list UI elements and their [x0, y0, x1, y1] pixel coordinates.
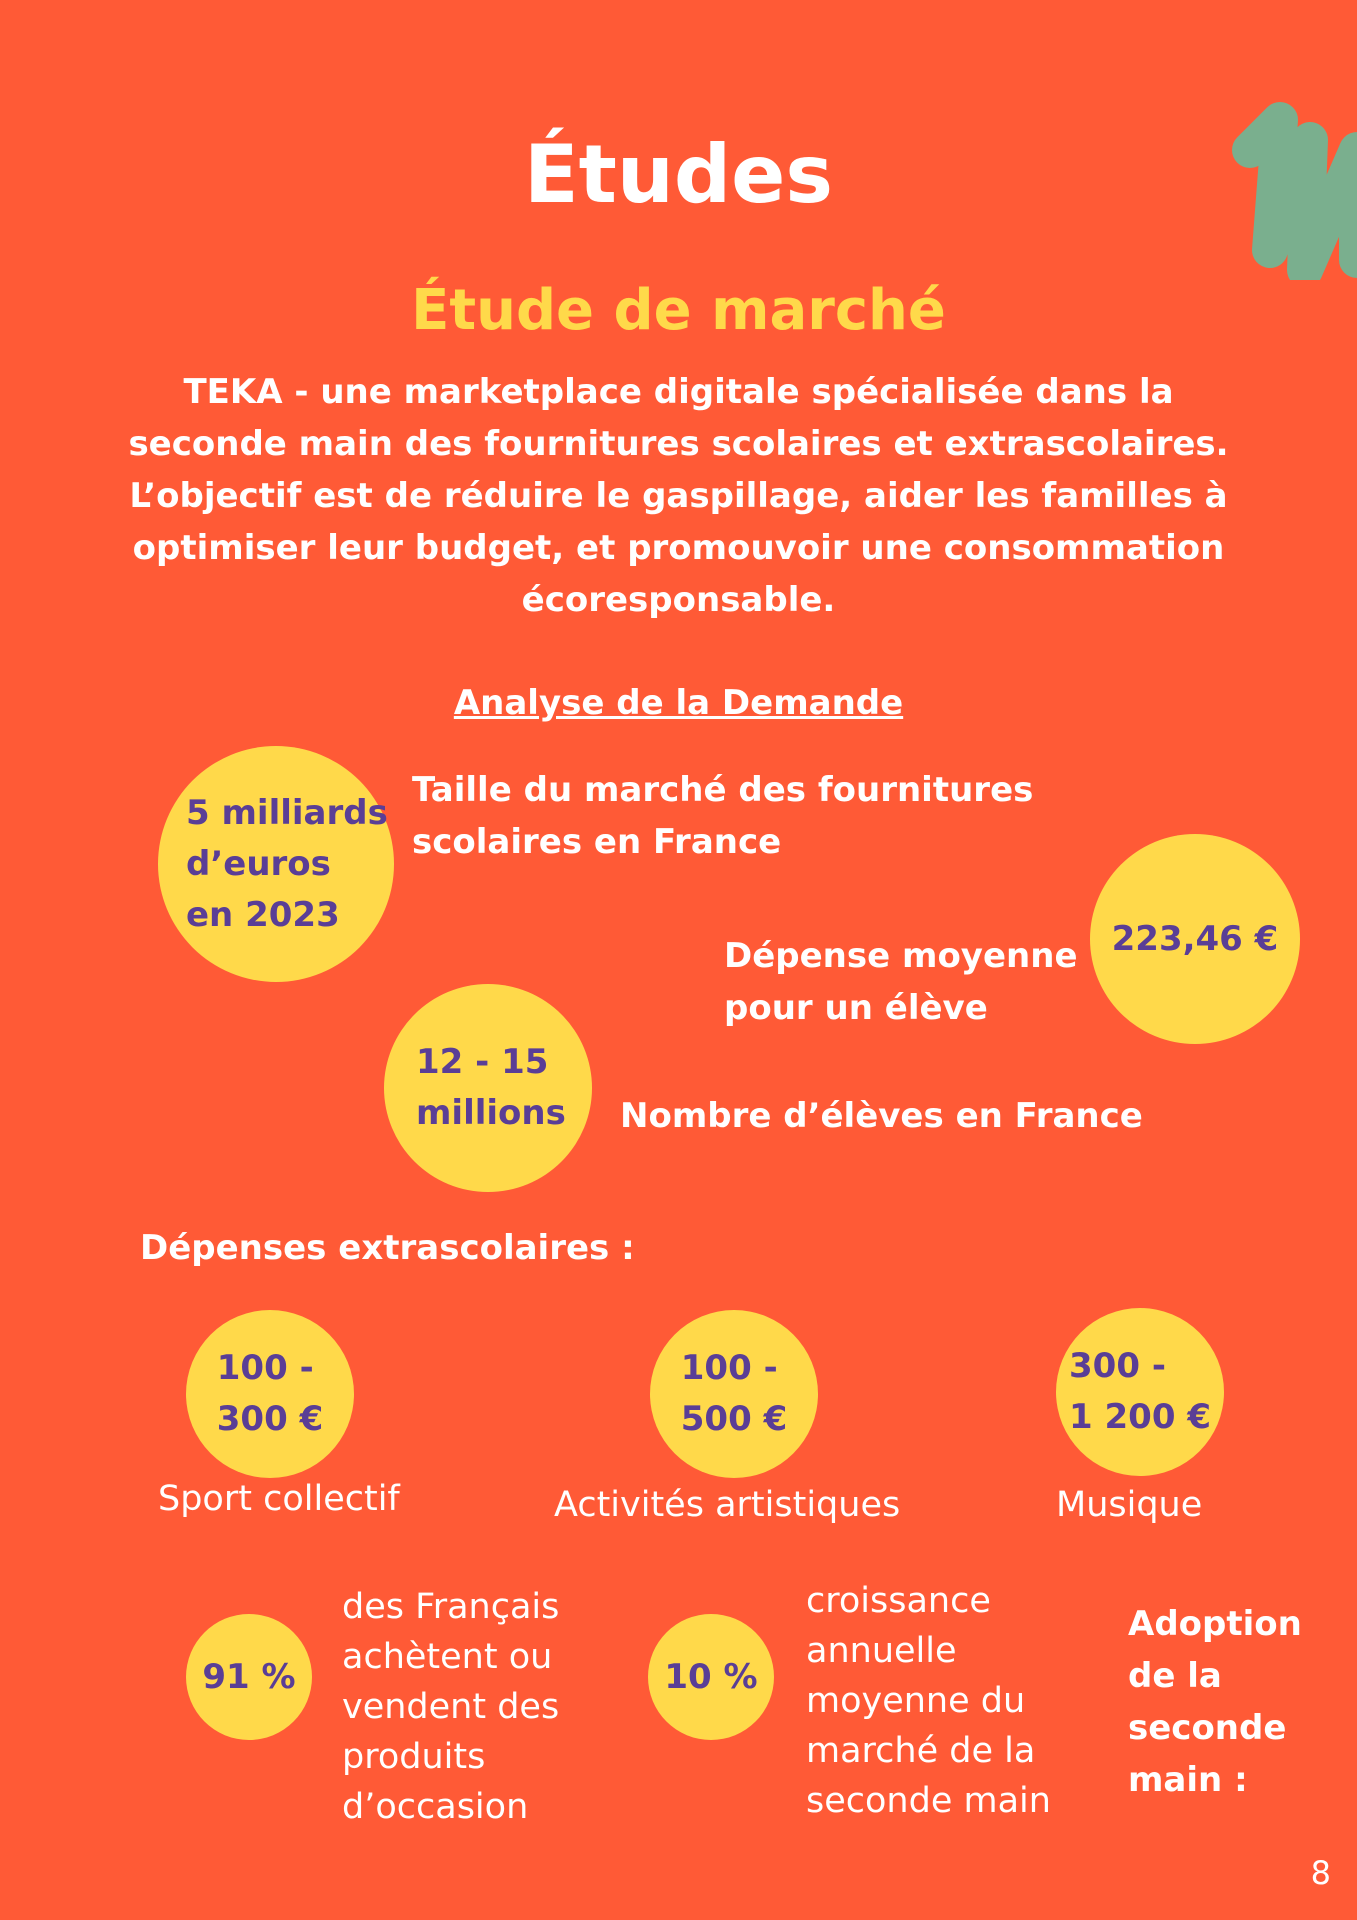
sport-value: 100 - 300 €	[216, 1348, 324, 1439]
growth-percent-circle	[648, 1614, 774, 1740]
music-label: Musique	[1056, 1485, 1203, 1525]
market-size-label: Taille du marché des fournitures scolaires en France	[412, 770, 1034, 862]
buyers-percent-label: des Français achètent ou vendent des produits d’occasion	[342, 1587, 560, 1827]
demand-heading: Analyse de la Demande	[453, 683, 904, 723]
market-size-value: 5 milliards d’euros en 2023	[186, 792, 388, 935]
extracurricular-heading: Dépenses extrascolaires :	[140, 1228, 635, 1268]
growth-percent-value: 10 %	[664, 1656, 758, 1697]
market-size-circle	[158, 746, 394, 982]
growth-percent-label: croissance annuelle moyenne du marché de la seconde main	[806, 1581, 1051, 1821]
students-circle	[384, 984, 592, 1192]
avg-spend-label: Dépense moyenne pour un élève	[724, 936, 1078, 1028]
page-number: 8	[1310, 1854, 1331, 1892]
buyers-percent-circle	[186, 1614, 312, 1740]
sport-label: Sport collectif	[158, 1479, 400, 1519]
students-value: 12 - 15 millions	[416, 1042, 566, 1133]
arts-value: 100 - 500 €	[680, 1348, 788, 1439]
sport-circle	[186, 1310, 354, 1478]
music-value: 300 - 1 200 €	[1069, 1346, 1211, 1437]
avg-spend-circle	[1090, 834, 1300, 1044]
students-label: Nombre d’élèves en France	[620, 1096, 1143, 1136]
arts-label: Activités artistiques	[554, 1485, 901, 1525]
arts-circle	[650, 1310, 818, 1478]
adoption-heading: Adoption de la seconde main :	[1128, 1604, 1302, 1800]
page-subtitle: Étude de marché	[411, 278, 946, 343]
music-circle	[1056, 1308, 1224, 1476]
avg-spend-value: 223,46 €	[1111, 918, 1279, 959]
page-title: Études	[524, 128, 833, 221]
intro-paragraph: TEKA - une marketplace digitale spécialisée dans la seconde main des fournitures scolaires et extrascolaires. L’objectif est de réduire le gaspillage, aider les familles à optimiser leur budget, et promouvoir une consommation écoresponsable.	[128, 372, 1229, 620]
buyers-percent-value: 91 %	[202, 1656, 296, 1697]
